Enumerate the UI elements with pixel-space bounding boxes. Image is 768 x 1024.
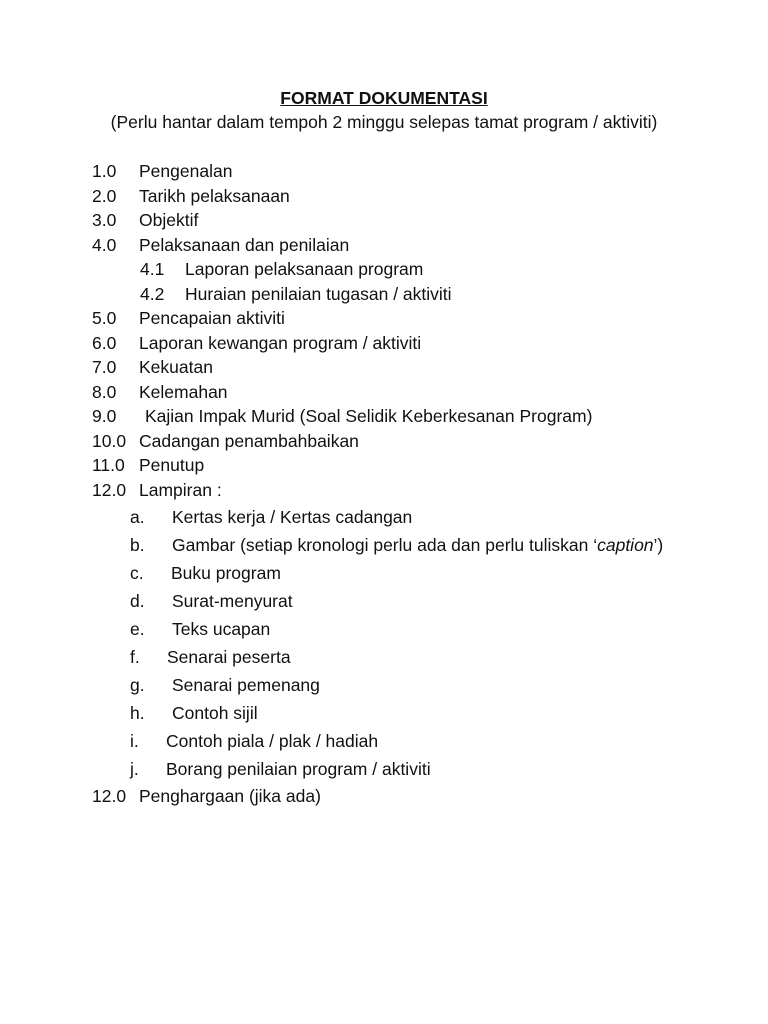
document-title: FORMAT DOKUMENTASI [280,88,488,108]
item-number: 5.0 [92,308,117,328]
item-number: 4.1 [140,259,165,279]
item-text: Tarikh pelaksanaan [139,186,290,206]
item-text: Pelaksanaan dan penilaian [139,235,350,255]
item-text-close: ’) [653,535,664,555]
item-text: Pencapaian aktiviti [139,308,285,328]
item-number: 4.2 [140,284,165,304]
item-letter: f. [130,647,140,667]
item-number: 7.0 [92,357,117,377]
item-text [172,533,663,557]
item-text: Laporan kewangan program / aktiviti [139,333,422,353]
item-text: Cadangan penambahbaikan [139,431,359,451]
item-text: Buku program [171,563,281,583]
item-letter: j. [130,759,139,779]
item-text-main: Gambar (setiap kronologi perlu ada dan perlu tuliskan ‘ [172,535,598,555]
item-letter: i. [130,731,139,751]
item-text: Contoh piala / plak / hadiah [166,731,379,751]
item-letter: a. [130,507,145,527]
item-number: 12.0 [92,786,127,806]
item-number: 1.0 [92,161,117,181]
item-number: 4.0 [92,235,117,255]
item-text: Laporan pelaksanaan program [185,259,424,279]
item-letter: d. [130,591,145,611]
item-number: 11.0 [92,455,125,475]
item-text: Kajian Impak Murid (Soal Selidik Keberkesanan Program) [145,406,593,426]
item-text: Penghargaan (jika ada) [139,786,321,806]
item-text: Surat-menyurat [172,591,293,611]
item-text: Senarai pemenang [172,675,320,695]
item-text: Senarai peserta [167,647,291,667]
item-text: Pengenalan [139,161,233,181]
item-text: Objektif [139,210,199,230]
item-number: 2.0 [92,186,117,206]
caption-word: caption [597,535,654,555]
document-subtitle: (Perlu hantar dalam tempoh 2 minggu selepas tamat program / aktiviti) [110,112,658,132]
item-text: Contoh sijil [172,703,258,723]
item-letter: h. [130,703,145,723]
item-letter: e. [130,619,145,639]
item-number: 10.0 [92,431,127,451]
item-letter: b. [130,535,145,555]
item-number: 8.0 [92,382,117,402]
item-text: Penutup [139,455,205,475]
item-text: Kertas kerja / Kertas cadangan [172,507,413,527]
item-text: Huraian penilaian tugasan / aktiviti [185,284,452,304]
item-text: Lampiran : [139,480,222,500]
item-text: Borang penilaian program / aktiviti [166,759,431,779]
item-number: 9.0 [92,406,117,426]
item-text: Kekuatan [139,357,213,377]
item-text: Teks ucapan [172,619,271,639]
item-letter: c. [130,563,144,583]
item-number: 6.0 [92,333,117,353]
item-number: 3.0 [92,210,117,230]
item-letter: g. [130,675,145,695]
item-text: Kelemahan [139,382,228,402]
item-number: 12.0 [92,480,127,500]
